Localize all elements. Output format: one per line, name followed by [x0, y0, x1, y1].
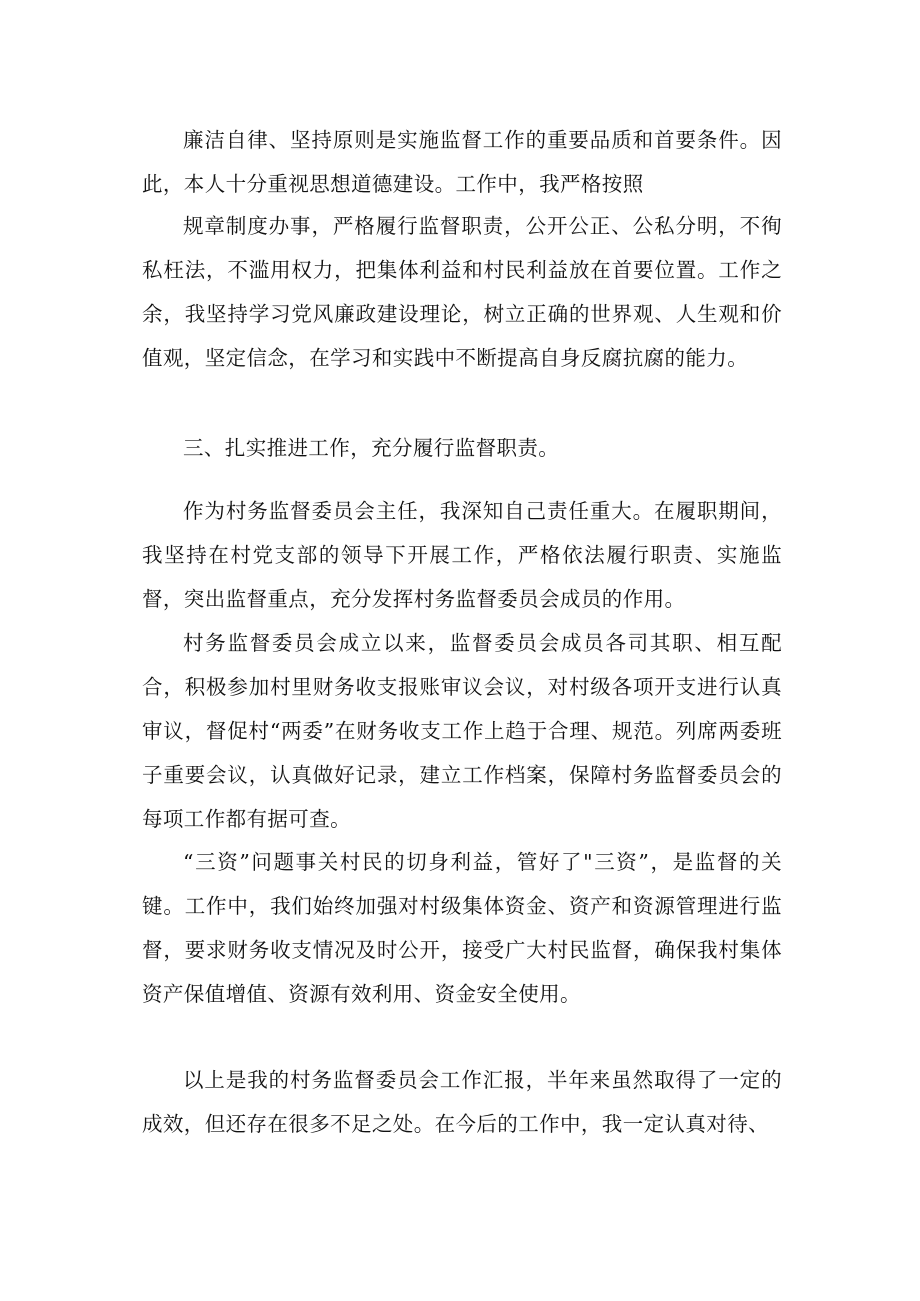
paragraph-integrity: 廉洁自律、坚持原则是实施监督工作的重要品质和首要条件。因此，本人十分重视思想道德建设。工作中，我严格按照: [142, 128, 782, 196]
paragraph-three-assets: “三资”问题事关村民的切身利益，管好了"三资”，是监督的关键。工作中，我们始终加强对村级集体资金、资产和资源管理进行监督，要求财务收支情况及时公开，接受广大村民监督，确保我村集体资产保值增值、资源有效利用、资金安全使用。: [142, 850, 782, 1006]
section-heading-three: 三、扎实推进工作，充分履行监督职责。: [183, 436, 560, 460]
paragraph-summary: 以上是我的村务监督委员会工作汇报，半年来虽然取得了一定的成效，但还存在很多不足之处。在今后的工作中，我一定认真对待、: [142, 1068, 782, 1136]
paragraph-director-role: 作为村务监督委员会主任，我深知自己责任重大。在履职期间，我坚持在村党支部的领导下开展工作，严格依法履行职责、实施监督，突出监督重点，充分发挥村务监督委员会成员的作用。: [142, 499, 782, 611]
paragraph-committee-work: 村务监督委员会成立以来，监督委员会成员各司其职、相互配合，积极参加村里财务收支报账审议会议，对村级各项开支进行认真审议，督促村“两委”在财务收支工作上趋于合理、规范。列席两委班子重要会议，认真做好记录，建立工作档案，保障村务监督委员会的每项工作都有据可查。: [142, 631, 782, 831]
paragraph-rules: 规章制度办事，严格履行监督职责，公开公正、公私分明，不徇私枉法，不滥用权力，把集体利益和村民利益放在首要位置。工作之余，我坚持学习党风廉政建设理论，树立正确的世界观、人生观和价值观，坚定信念，在学习和实践中不断提高自身反腐抗腐的能力。: [142, 214, 782, 370]
